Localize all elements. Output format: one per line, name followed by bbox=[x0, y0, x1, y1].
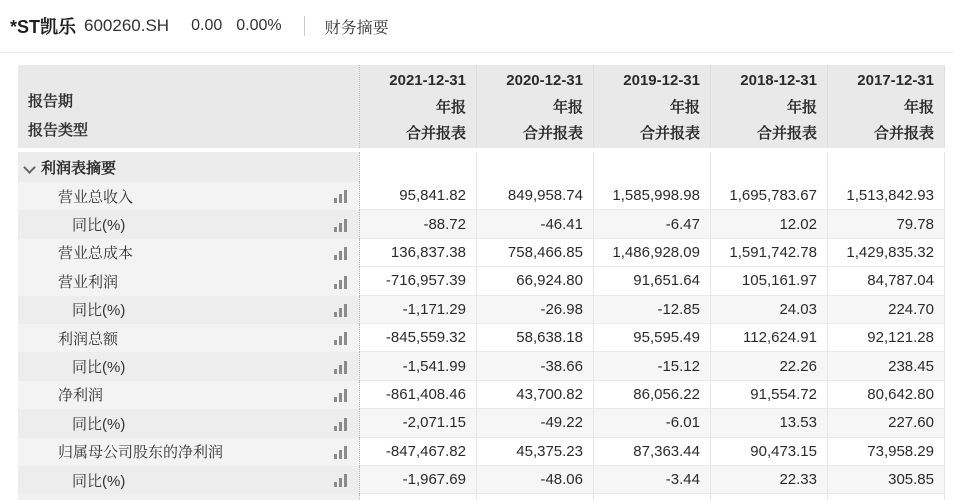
report-period-header-cell bbox=[18, 65, 360, 148]
partial-next-row bbox=[18, 494, 945, 500]
value-cell: 1,591,742.78 bbox=[711, 239, 828, 267]
table-row bbox=[18, 409, 945, 437]
value-cell: 1,513,842.93 bbox=[828, 182, 945, 210]
table-body bbox=[18, 182, 945, 494]
column-statement-type: 合并报表 bbox=[873, 125, 934, 142]
value-cell: 849,958.74 bbox=[477, 182, 594, 210]
value-cell: 105,161.97 bbox=[711, 267, 828, 295]
tab-financial-summary[interactable]: 财务摘要 bbox=[324, 19, 389, 37]
period-column-header[interactable] bbox=[360, 65, 477, 148]
value-cell: 84,787.04 bbox=[828, 267, 945, 295]
bar-chart-icon[interactable] bbox=[334, 361, 352, 374]
row-cells bbox=[360, 381, 945, 409]
value-cell: 45,375.23 bbox=[477, 438, 594, 466]
value-cell: -716,957.39 bbox=[360, 267, 477, 295]
value-cell: 1,429,835.32 bbox=[828, 239, 945, 267]
row-cells bbox=[360, 210, 945, 238]
row-label: 利润总额 bbox=[58, 330, 119, 348]
empty-cell bbox=[828, 152, 945, 182]
value-cell: -861,408.46 bbox=[360, 381, 477, 409]
column-date: 2017-12-31 bbox=[857, 72, 934, 89]
bar-chart-icon[interactable] bbox=[334, 247, 352, 260]
value-cell: 136,837.38 bbox=[360, 239, 477, 267]
financial-summary-table bbox=[18, 65, 945, 500]
column-date: 2019-12-31 bbox=[623, 72, 700, 89]
chevron-down-icon bbox=[25, 161, 34, 170]
value-cell: 24.03 bbox=[711, 296, 828, 324]
table-row bbox=[18, 239, 945, 267]
section-toggle[interactable] bbox=[18, 152, 360, 182]
table-row bbox=[18, 210, 945, 238]
row-cells bbox=[360, 324, 945, 352]
value-cell: 79.78 bbox=[828, 210, 945, 238]
value-cell: 80,642.80 bbox=[828, 381, 945, 409]
row-cells bbox=[360, 239, 945, 267]
table-row bbox=[18, 466, 945, 494]
column-report-type: 年报 bbox=[669, 98, 700, 116]
row-label: 净利润 bbox=[58, 387, 104, 405]
value-cell: -38.66 bbox=[477, 352, 594, 380]
value-cell: 1,695,783.67 bbox=[711, 182, 828, 210]
column-date: 2018-12-31 bbox=[740, 72, 817, 89]
period-column-header[interactable] bbox=[477, 65, 594, 148]
value-cell: -12.85 bbox=[594, 296, 711, 324]
table-row bbox=[18, 267, 945, 295]
table-row bbox=[18, 296, 945, 324]
column-report-type: 年报 bbox=[552, 98, 583, 116]
row-label: 营业总收入 bbox=[58, 188, 134, 206]
empty-cell bbox=[477, 494, 594, 500]
column-report-type: 年报 bbox=[435, 98, 466, 116]
row-label: 营业利润 bbox=[58, 273, 119, 291]
bar-chart-icon[interactable] bbox=[334, 474, 352, 487]
table-row bbox=[18, 324, 945, 352]
empty-cell bbox=[828, 494, 945, 500]
value-cell: 22.33 bbox=[711, 466, 828, 494]
report-type-label: 报告类型 bbox=[28, 122, 89, 139]
table-row bbox=[18, 352, 945, 380]
value-cell: -49.22 bbox=[477, 409, 594, 437]
period-column-header[interactable] bbox=[594, 65, 711, 148]
table-row bbox=[18, 438, 945, 466]
partial-empty-cells bbox=[360, 494, 945, 500]
value-cell: -48.06 bbox=[477, 466, 594, 494]
value-cell: 58,638.18 bbox=[477, 324, 594, 352]
value-cell: 224.70 bbox=[828, 296, 945, 324]
value-cell: 758,466.85 bbox=[477, 239, 594, 267]
table-row bbox=[18, 182, 945, 210]
bar-chart-icon[interactable] bbox=[334, 446, 352, 459]
column-statement-type: 合并报表 bbox=[405, 125, 466, 142]
value-cell: -845,559.32 bbox=[360, 324, 477, 352]
header-columns bbox=[360, 65, 945, 148]
value-cell: -2,071.15 bbox=[360, 409, 477, 437]
value-cell: 305.85 bbox=[828, 466, 945, 494]
value-cell: 238.45 bbox=[828, 352, 945, 380]
row-label: 同比(%) bbox=[72, 302, 126, 320]
row-cells bbox=[360, 296, 945, 324]
title-divider bbox=[304, 16, 305, 36]
column-date: 2020-12-31 bbox=[506, 72, 583, 89]
bar-chart-icon[interactable] bbox=[334, 190, 352, 203]
section-empty-cells bbox=[360, 152, 945, 182]
column-report-type: 年报 bbox=[903, 98, 934, 116]
row-cells bbox=[360, 182, 945, 210]
row-cells bbox=[360, 267, 945, 295]
value-cell: -6.01 bbox=[594, 409, 711, 437]
empty-cell bbox=[711, 152, 828, 182]
stock-change-percent: 0.00% bbox=[236, 17, 282, 34]
bar-chart-icon[interactable] bbox=[334, 332, 352, 345]
row-label: 归属母公司股东的净利润 bbox=[58, 444, 224, 462]
section-title: 利润表摘要 bbox=[41, 159, 117, 177]
value-cell: 73,958.29 bbox=[828, 438, 945, 466]
period-column-header[interactable] bbox=[711, 65, 828, 148]
value-cell: 13.53 bbox=[711, 409, 828, 437]
row-label: 营业总成本 bbox=[58, 245, 134, 263]
value-cell: 90,473.15 bbox=[711, 438, 828, 466]
empty-cell bbox=[360, 494, 477, 500]
value-cell: -1,967.69 bbox=[360, 466, 477, 494]
value-cell: 66,924.80 bbox=[477, 267, 594, 295]
value-cell: 87,363.44 bbox=[594, 438, 711, 466]
row-label: 同比(%) bbox=[72, 359, 126, 377]
row-cells bbox=[360, 409, 945, 437]
value-cell: 95,595.49 bbox=[594, 324, 711, 352]
column-date: 2021-12-31 bbox=[389, 72, 466, 89]
value-cell: 43,700.82 bbox=[477, 381, 594, 409]
value-cell: 112,624.91 bbox=[711, 324, 828, 352]
value-cell: 227.60 bbox=[828, 409, 945, 437]
bar-chart-icon[interactable] bbox=[334, 389, 352, 402]
value-cell: 1,486,928.09 bbox=[594, 239, 711, 267]
value-cell: 12.02 bbox=[711, 210, 828, 238]
table-row bbox=[18, 381, 945, 409]
value-cell: -6.47 bbox=[594, 210, 711, 238]
value-cell: -1,171.29 bbox=[360, 296, 477, 324]
stock-code: 600260.SH bbox=[84, 16, 170, 35]
row-cells bbox=[360, 352, 945, 380]
row-label: 同比(%) bbox=[72, 217, 126, 235]
period-column-header[interactable] bbox=[828, 65, 945, 148]
row-label: 同比(%) bbox=[72, 472, 126, 490]
value-cell: 92,121.28 bbox=[828, 324, 945, 352]
value-cell: -3.44 bbox=[594, 466, 711, 494]
value-cell: -847,467.82 bbox=[360, 438, 477, 466]
value-cell: 91,554.72 bbox=[711, 381, 828, 409]
report-period-label: 报告期 bbox=[28, 93, 74, 110]
value-cell: -46.41 bbox=[477, 210, 594, 238]
value-cell: 86,056.22 bbox=[594, 381, 711, 409]
value-cell: -15.12 bbox=[594, 352, 711, 380]
empty-cell bbox=[711, 494, 828, 500]
bar-chart-icon[interactable] bbox=[334, 304, 352, 317]
value-cell: 22.26 bbox=[711, 352, 828, 380]
section-row-income-statement bbox=[18, 152, 945, 182]
column-statement-type: 合并报表 bbox=[522, 125, 583, 142]
value-cell: 95,841.82 bbox=[360, 182, 477, 210]
value-cell: 1,585,998.98 bbox=[594, 182, 711, 210]
titlebar bbox=[0, 0, 953, 53]
bar-chart-icon[interactable] bbox=[334, 418, 352, 431]
row-label: 同比(%) bbox=[72, 415, 126, 433]
column-statement-type: 合并报表 bbox=[756, 125, 817, 142]
bar-chart-icon[interactable] bbox=[334, 219, 352, 232]
empty-cell bbox=[594, 494, 711, 500]
bar-chart-icon[interactable] bbox=[334, 276, 352, 289]
row-cells bbox=[360, 438, 945, 466]
column-report-type: 年报 bbox=[786, 98, 817, 116]
value-cell: -88.72 bbox=[360, 210, 477, 238]
value-cell: -1,541.99 bbox=[360, 352, 477, 380]
empty-cell bbox=[360, 152, 477, 182]
row-cells bbox=[360, 466, 945, 494]
value-cell: -26.98 bbox=[477, 296, 594, 324]
stock-name: *ST凯乐 bbox=[10, 17, 77, 37]
empty-cell bbox=[477, 152, 594, 182]
column-statement-type: 合并报表 bbox=[639, 125, 700, 142]
value-cell: 91,651.64 bbox=[594, 267, 711, 295]
table-header-row bbox=[18, 65, 945, 148]
stock-price: 0.00 bbox=[191, 17, 223, 34]
empty-cell bbox=[594, 152, 711, 182]
